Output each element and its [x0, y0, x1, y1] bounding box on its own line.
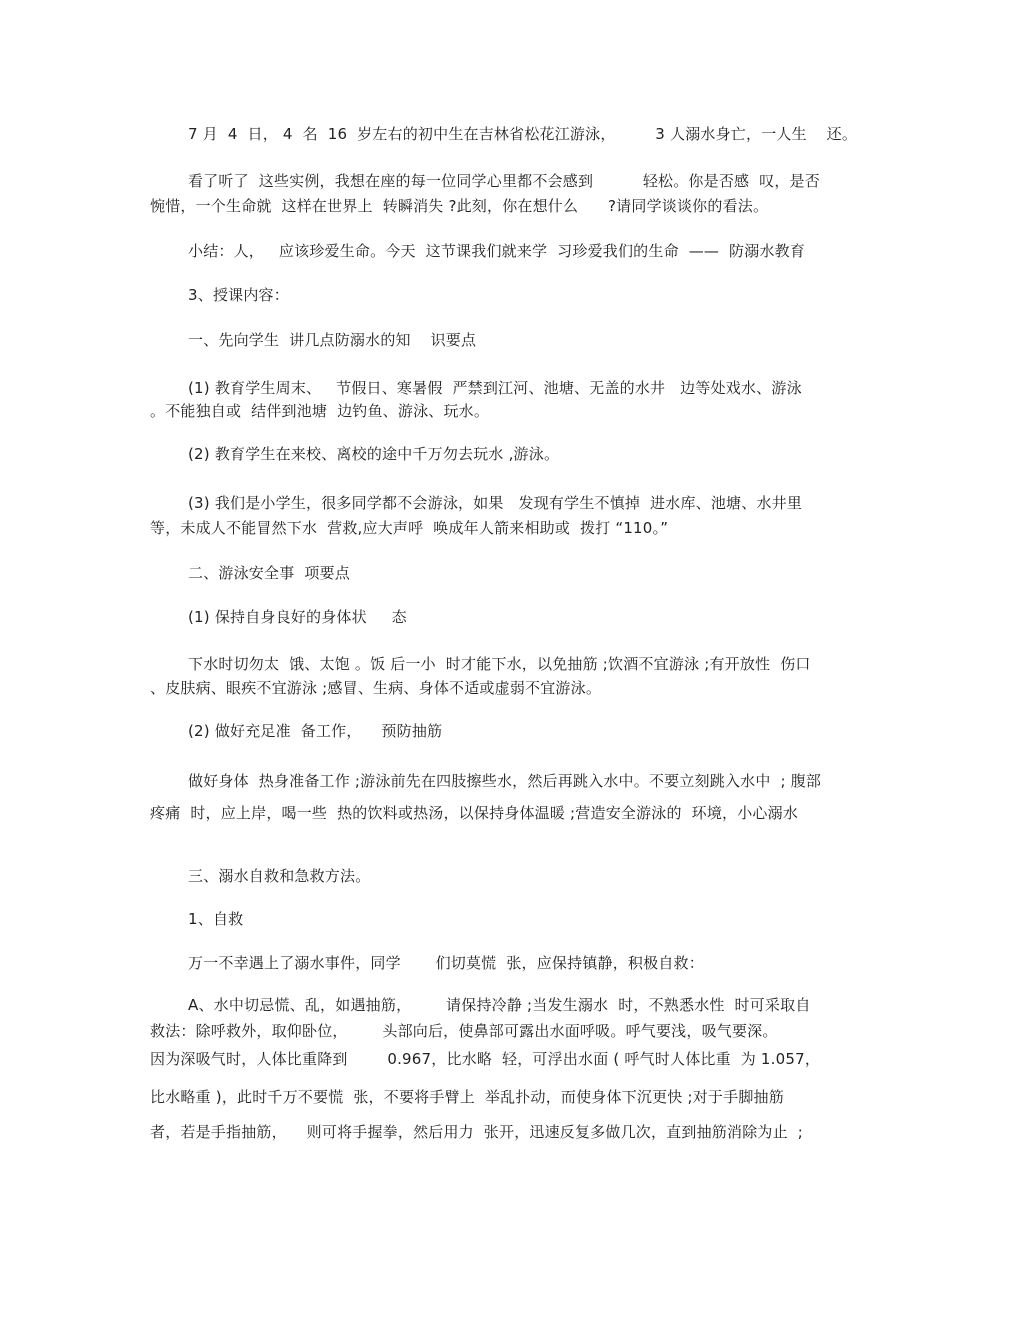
text-line: 救法：除呼救外，取仰卧位， 头部向后，使鼻部可露出水面呼吸。呼气要浅，吸气要深。	[150, 1022, 778, 1040]
text-line: A、水中切忌慌、乱，如遇抽筋， 请保持冷静 ;当发生溺水 时，不熟悉水性 时可采取自	[188, 996, 811, 1014]
text-line: 疼痛 时，应上岸，喝一些 热的饮料或热汤，以保持身体温暖 ;营造安全游泳的 环境，小心溺水	[150, 804, 799, 822]
text-line: 做好身体 热身准备工作 ;游泳前先在四肢擦些水，然后再跳入水中。不要立刻跳入水中 ; 腹部	[188, 772, 822, 790]
text-line: (3) 我们是小学生，很多同学都不会游泳，如果 发现有学生不慎掉 进水库、池塘、水井里	[188, 494, 803, 512]
section-heading: 二、游泳安全事 项要点	[188, 564, 350, 582]
text-line: 。不能独自或 结伴到池塘 边钓鱼、游泳、玩水。	[150, 402, 490, 420]
subsection-heading: 1、自救	[188, 910, 244, 928]
text-line: 下水时切勿太 饿、太饱 。饭 后一小 时才能下水，以免抽筋 ;饮酒不宜游泳 ;有开放性 伤口	[188, 655, 811, 673]
text-line: 小结：人， 应该珍爱生命。今天 这节课我们就来学 习珍爱我们的生命 —— 防溺水教育	[188, 242, 806, 260]
subsection-heading: (1) 保持自身良好的身体状 态	[188, 608, 407, 626]
section-heading: 3、授课内容：	[188, 286, 289, 304]
section-heading: 三、溺水自救和急救方法。	[188, 867, 371, 885]
text-line: 看了听了 这些实例，我想在座的每一位同学心里都不会感到 轻松。你是否感 叹，是否	[188, 172, 820, 190]
subsection-heading: (2) 做好充足准 备工作， 预防抽筋	[188, 722, 443, 740]
text-line: 等，未成人不能冒然下水 营救,应大声呼 唤成年人箭来相助或 拨打 “110。”	[150, 519, 669, 537]
text-line: (2) 教育学生在来校、离校的途中千万勿去玩水 ,游泳。	[188, 445, 560, 463]
text-line: 惋惜，一个生命就 这样在世界上 转瞬消失 ?此刻，你在想什么 ?请同学谈谈你的看法。	[150, 197, 769, 215]
section-heading: 一、先向学生 讲几点防溺水的知 识要点	[188, 331, 477, 349]
text-line: (1) 教育学生周末、 节假日、寒暑假 严禁到江河、池塘、无盖的水井 边等处戏水、游泳	[188, 379, 802, 397]
text-line: 者，若是手指抽筋， 则可将手握拳，然后用力 张开，迅速反复多做几次，直到抽筋消除为止 ;	[150, 1123, 804, 1141]
text-line: 7 月 4 日， 4 名 16 岁左右的初中生在吉林省松花江游泳， 3 人溺水身亡，一人生 还。	[188, 125, 858, 143]
text-line: 、皮肤病、眼疾不宜游泳 ;感冒、生病、身体不适或虚弱不宜游泳。	[150, 679, 602, 697]
text-line: 因为深吸气时，人体比重降到 0.967，比水略 轻，可浮出水面 ( 呼气时人体比重 为 1.057，	[150, 1050, 821, 1068]
text-line: 万一不幸遇上了溺水事件，同学 们切莫慌 张，应保持镇静，积极自救：	[188, 954, 704, 972]
text-line: 比水略重 )，此时千万不要慌 张，不要将手臂上 举乱扑动，而使身体下沉更快 ;对于手脚抽筋	[150, 1088, 784, 1106]
